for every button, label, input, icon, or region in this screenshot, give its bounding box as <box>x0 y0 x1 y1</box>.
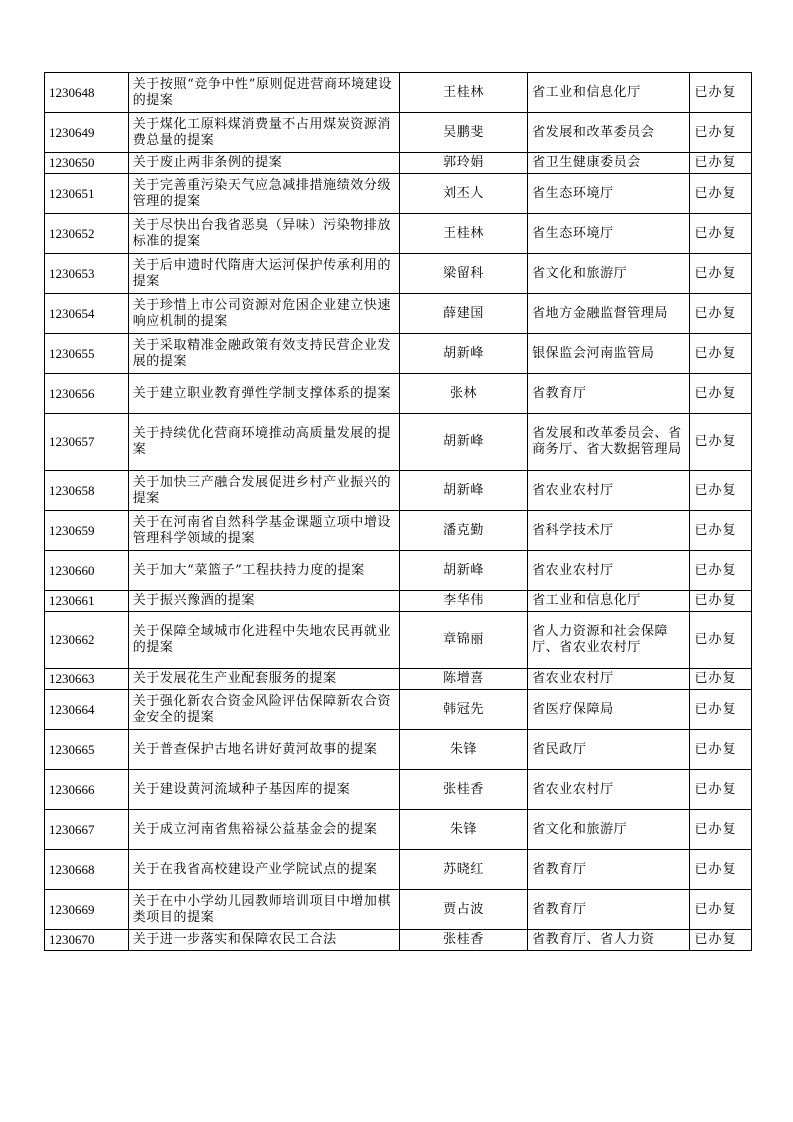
table-row <box>45 730 752 770</box>
table-row <box>45 930 752 951</box>
table-row <box>45 153 752 174</box>
handling-department: 省生态环境厅 <box>528 214 690 254</box>
handling-status: 已办复 <box>690 414 752 471</box>
table-row <box>45 690 752 730</box>
table-row <box>45 669 752 690</box>
handling-department: 省发展和改革委员会、省商务厅、省大数据管理局 <box>528 414 690 471</box>
handling-status: 已办复 <box>690 930 752 951</box>
handling-department: 省卫生健康委员会 <box>528 153 690 174</box>
proposal-number: 1230666 <box>45 770 129 810</box>
proposal-number: 1230657 <box>45 414 129 471</box>
handling-status: 已办复 <box>690 374 752 414</box>
table-row <box>45 374 752 414</box>
proposal-title: 关于强化新农合资金风险评估保障新农合资金安全的提案 <box>128 690 399 730</box>
proposal-number: 1230660 <box>45 551 129 591</box>
table-row <box>45 890 752 930</box>
proposer-name: 陈增喜 <box>400 669 528 690</box>
handling-status: 已办复 <box>690 730 752 770</box>
proposal-title: 关于建立职业教育弹性学制支撑体系的提案 <box>128 374 399 414</box>
handling-department: 省工业和信息化厅 <box>528 73 690 113</box>
proposal-number: 1230665 <box>45 730 129 770</box>
handling-status: 已办复 <box>690 294 752 334</box>
proposal-number: 1230651 <box>45 174 129 214</box>
proposal-table-body <box>45 73 752 951</box>
handling-department: 省工业和信息化厅 <box>528 591 690 612</box>
handling-status: 已办复 <box>690 612 752 669</box>
proposal-title: 关于发展花生产业配套服务的提案 <box>128 669 399 690</box>
proposal-title: 关于珍惜上市公司资源对危困企业建立快速响应机制的提案 <box>128 294 399 334</box>
proposal-title: 关于在河南省自然科学基金课题立项中增设管理科学领域的提案 <box>128 511 399 551</box>
proposal-title: 关于保障全域城市化进程中失地农民再就业的提案 <box>128 612 399 669</box>
table-row <box>45 294 752 334</box>
proposal-title: 关于成立河南省焦裕禄公益基金会的提案 <box>128 810 399 850</box>
proposal-title: 关于尽快出台我省恶臭（异味）污染物排放标准的提案 <box>128 214 399 254</box>
proposal-number: 1230668 <box>45 850 129 890</box>
proposal-number: 1230659 <box>45 511 129 551</box>
proposal-title: 关于进一步落实和保障农民工合法 <box>128 930 399 951</box>
handling-status: 已办复 <box>690 471 752 511</box>
handling-department: 省生态环境厅 <box>528 174 690 214</box>
proposer-name: 刘丕人 <box>400 174 528 214</box>
handling-status: 已办复 <box>690 669 752 690</box>
proposal-title: 关于振兴豫酒的提案 <box>128 591 399 612</box>
handling-status: 已办复 <box>690 153 752 174</box>
handling-department: 省地方金融监督管理局 <box>528 294 690 334</box>
table-row <box>45 612 752 669</box>
handling-status: 已办复 <box>690 810 752 850</box>
proposal-title: 关于煤化工原料煤消费量不占用煤炭资源消费总量的提案 <box>128 113 399 153</box>
table-row <box>45 174 752 214</box>
table-row <box>45 770 752 810</box>
proposal-number: 1230669 <box>45 890 129 930</box>
proposal-number: 1230650 <box>45 153 129 174</box>
handling-department: 省农业农村厅 <box>528 770 690 810</box>
proposal-number: 1230652 <box>45 214 129 254</box>
handling-status: 已办复 <box>690 690 752 730</box>
proposal-title: 关于在中小学幼儿园教师培训项目中增加棋类项目的提案 <box>128 890 399 930</box>
proposer-name: 胡新峰 <box>400 551 528 591</box>
handling-department: 省文化和旅游厅 <box>528 254 690 294</box>
handling-department: 省农业农村厅 <box>528 471 690 511</box>
table-row <box>45 591 752 612</box>
proposer-name: 朱锋 <box>400 810 528 850</box>
handling-status: 已办复 <box>690 113 752 153</box>
table-row <box>45 414 752 471</box>
proposal-number: 1230667 <box>45 810 129 850</box>
table-row <box>45 511 752 551</box>
proposer-name: 吴鹏斐 <box>400 113 528 153</box>
proposer-name: 李华伟 <box>400 591 528 612</box>
proposal-number: 1230649 <box>45 113 129 153</box>
proposer-name: 张桂香 <box>400 770 528 810</box>
table-row <box>45 214 752 254</box>
table-row <box>45 551 752 591</box>
proposer-name: 张桂香 <box>400 930 528 951</box>
proposal-number: 1230655 <box>45 334 129 374</box>
handling-status: 已办复 <box>690 551 752 591</box>
proposer-name: 贾占波 <box>400 890 528 930</box>
table-row <box>45 810 752 850</box>
proposal-title: 关于后申遗时代隋唐大运河保护传承利用的提案 <box>128 254 399 294</box>
proposal-title: 关于废止两非条例的提案 <box>128 153 399 174</box>
proposal-title: 关于普查保护古地名讲好黄河故事的提案 <box>128 730 399 770</box>
handling-status: 已办复 <box>690 511 752 551</box>
proposer-name: 胡新峰 <box>400 334 528 374</box>
handling-status: 已办复 <box>690 850 752 890</box>
proposal-number: 1230648 <box>45 73 129 113</box>
proposer-name: 薛建国 <box>400 294 528 334</box>
proposal-table <box>44 72 752 951</box>
proposal-title: 关于建设黄河流域种子基因库的提案 <box>128 770 399 810</box>
proposal-title: 关于完善重污染天气应急减排措施绩效分级管理的提案 <box>128 174 399 214</box>
handling-department: 银保监会河南监管局 <box>528 334 690 374</box>
proposal-number: 1230658 <box>45 471 129 511</box>
table-row <box>45 471 752 511</box>
handling-department: 省教育厅、省人力资 <box>528 930 690 951</box>
table-row <box>45 850 752 890</box>
proposer-name: 朱锋 <box>400 730 528 770</box>
handling-department: 省文化和旅游厅 <box>528 810 690 850</box>
table-row <box>45 73 752 113</box>
proposal-number: 1230664 <box>45 690 129 730</box>
proposal-title: 关于按照“竞争中性”原则促进营商环境建设的提案 <box>128 73 399 113</box>
handling-department: 省农业农村厅 <box>528 669 690 690</box>
proposer-name: 王桂林 <box>400 73 528 113</box>
proposal-number: 1230656 <box>45 374 129 414</box>
proposer-name: 张林 <box>400 374 528 414</box>
proposer-name: 王桂林 <box>400 214 528 254</box>
table-row <box>45 334 752 374</box>
handling-status: 已办复 <box>690 591 752 612</box>
handling-status: 已办复 <box>690 770 752 810</box>
handling-status: 已办复 <box>690 214 752 254</box>
proposal-number: 1230661 <box>45 591 129 612</box>
proposer-name: 韩冠先 <box>400 690 528 730</box>
proposal-title: 关于加快三产融合发展促进乡村产业振兴的提案 <box>128 471 399 511</box>
table-row <box>45 254 752 294</box>
proposal-number: 1230662 <box>45 612 129 669</box>
proposer-name: 梁留科 <box>400 254 528 294</box>
proposer-name: 苏晓红 <box>400 850 528 890</box>
handling-status: 已办复 <box>690 890 752 930</box>
proposal-number: 1230670 <box>45 930 129 951</box>
handling-status: 已办复 <box>690 334 752 374</box>
handling-department: 省农业农村厅 <box>528 551 690 591</box>
proposal-number: 1230663 <box>45 669 129 690</box>
handling-status: 已办复 <box>690 174 752 214</box>
proposal-title: 关于加大“菜篮子”工程扶持力度的提案 <box>128 551 399 591</box>
handling-department: 省教育厅 <box>528 890 690 930</box>
proposal-title: 关于在我省高校建设产业学院试点的提案 <box>128 850 399 890</box>
proposer-name: 潘克勤 <box>400 511 528 551</box>
proposal-title: 关于持续优化营商环境推动高质量发展的提案 <box>128 414 399 471</box>
table-row <box>45 113 752 153</box>
handling-department: 省科学技术厅 <box>528 511 690 551</box>
handling-status: 已办复 <box>690 254 752 294</box>
handling-department: 省民政厅 <box>528 730 690 770</box>
handling-status: 已办复 <box>690 73 752 113</box>
proposer-name: 章锦丽 <box>400 612 528 669</box>
proposer-name: 郭玲娟 <box>400 153 528 174</box>
handling-department: 省发展和改革委员会 <box>528 113 690 153</box>
handling-department: 省教育厅 <box>528 374 690 414</box>
proposal-title: 关于采取精准金融政策有效支持民营企业发展的提案 <box>128 334 399 374</box>
proposal-number: 1230654 <box>45 294 129 334</box>
handling-department: 省教育厅 <box>528 850 690 890</box>
proposer-name: 胡新峰 <box>400 471 528 511</box>
handling-department: 省医疗保障局 <box>528 690 690 730</box>
handling-department: 省人力资源和社会保障厅、省农业农村厅 <box>528 612 690 669</box>
proposal-number: 1230653 <box>45 254 129 294</box>
proposer-name: 胡新峰 <box>400 414 528 471</box>
